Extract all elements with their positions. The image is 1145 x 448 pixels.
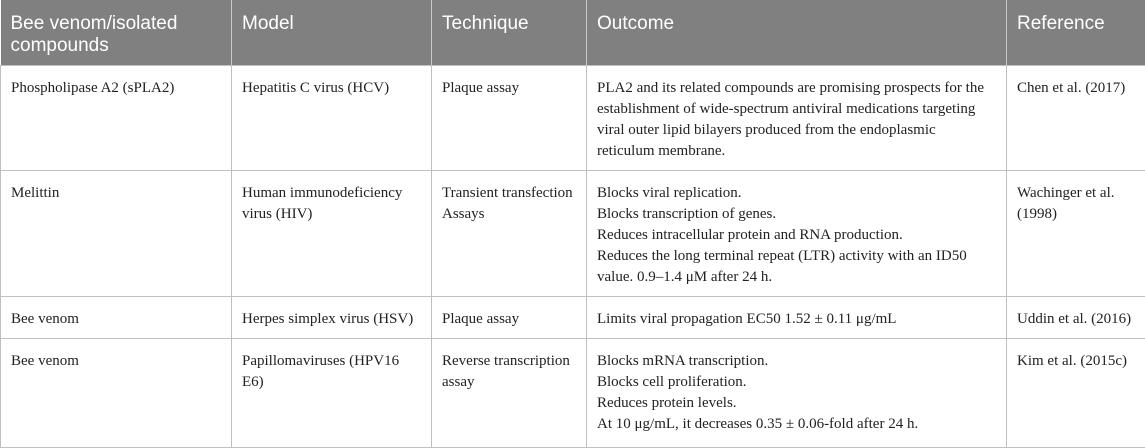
outcome-line: Blocks mRNA transcription. bbox=[597, 351, 996, 372]
cell-technique: Reverse transcription assay bbox=[432, 339, 587, 448]
cell-compound: Bee venom bbox=[1, 339, 232, 448]
table-row bbox=[1, 66, 1145, 171]
table-body bbox=[1, 66, 1145, 448]
table-row bbox=[1, 171, 1145, 297]
cell-outcome bbox=[587, 171, 1007, 297]
header-technique: Technique bbox=[432, 0, 587, 66]
table-row bbox=[1, 297, 1145, 339]
cell-outcome bbox=[587, 339, 1007, 448]
cell-reference: Kim et al. (2015c) bbox=[1007, 339, 1145, 448]
cell-model: Hepatitis C virus (HCV) bbox=[232, 66, 432, 171]
table-row bbox=[1, 339, 1145, 448]
cell-outcome bbox=[587, 297, 1007, 339]
cell-compound: Phospholipase A2 (sPLA2) bbox=[1, 66, 232, 171]
outcome-line: Blocks cell proliferation. bbox=[597, 372, 996, 393]
header-row bbox=[1, 0, 1145, 66]
header-compound: Bee venom/isolated compounds bbox=[1, 0, 232, 66]
outcome-line: Reduces intracellular protein and RNA production. bbox=[597, 225, 996, 246]
cell-reference: Chen et al. (2017) bbox=[1007, 66, 1145, 171]
outcome-line: Blocks viral replication. bbox=[597, 183, 996, 204]
cell-reference: Uddin et al. (2016) bbox=[1007, 297, 1145, 339]
cell-technique: Plaque assay bbox=[432, 297, 587, 339]
outcome-line: Limits viral propagation EC50 1.52 ± 0.11 μg/mL bbox=[597, 309, 996, 330]
table-header bbox=[1, 0, 1145, 66]
outcome-line: Blocks transcription of genes. bbox=[597, 204, 996, 225]
cell-technique: Plaque assay bbox=[432, 66, 587, 171]
outcome-line: Reduces the long terminal repeat (LTR) activity with an ID50 value. 0.9–1.4 μM after 24 h. bbox=[597, 246, 996, 288]
cell-reference: Wachinger et al. (1998) bbox=[1007, 171, 1145, 297]
outcome-line: PLA2 and its related compounds are promising prospects for the establishment of wide-spectrum antiviral medications targeting viral outer lipid bilayers produced from the endoplasmic reticulum membrane. bbox=[597, 78, 996, 162]
header-outcome: Outcome bbox=[587, 0, 1007, 66]
cell-compound: Bee venom bbox=[1, 297, 232, 339]
outcome-line: Reduces protein levels. bbox=[597, 393, 996, 414]
cell-model: Papillomaviruses (HPV16 E6) bbox=[232, 339, 432, 448]
cell-model: Human immunodeficiency virus (HIV) bbox=[232, 171, 432, 297]
cell-outcome bbox=[587, 66, 1007, 171]
outcome-line: At 10 μg/mL, it decreases 0.35 ± 0.06-fold after 24 h. bbox=[597, 414, 996, 435]
header-model: Model bbox=[232, 0, 432, 66]
cell-technique: Transient transfection Assays bbox=[432, 171, 587, 297]
cell-compound: Melittin bbox=[1, 171, 232, 297]
header-reference: Reference bbox=[1007, 0, 1145, 66]
cell-model: Herpes simplex virus (HSV) bbox=[232, 297, 432, 339]
